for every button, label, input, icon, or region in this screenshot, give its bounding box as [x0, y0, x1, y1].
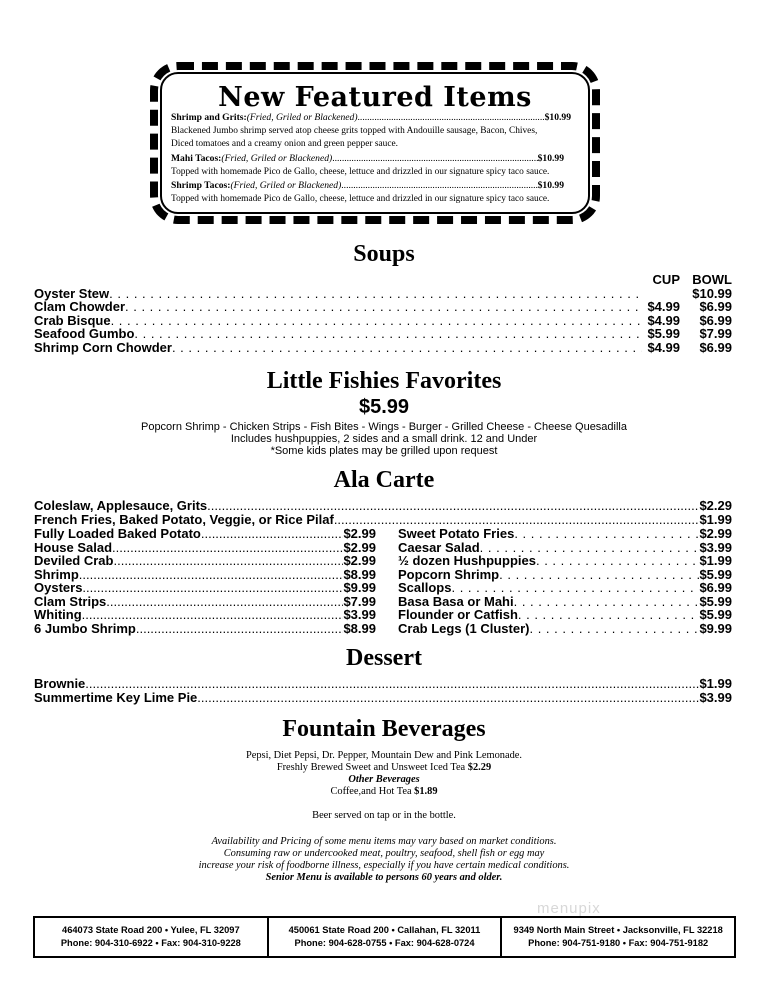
item-price: $1.99 — [699, 677, 732, 691]
leader-dots — [82, 608, 344, 622]
ala-carte-left-row — [34, 608, 376, 622]
item-name: Shrimp — [34, 568, 79, 582]
disclaimer-line: Consuming raw or undercooked meat, poultry, seafood, shell fish or egg may — [223, 848, 545, 859]
item-name: Summertime Key Lime Pie — [34, 691, 198, 705]
soup-cup-price: $4.99 — [647, 300, 680, 314]
dessert-row — [34, 677, 732, 691]
featured-desc-line: Diced tomatoes and a creamy onion and green pepper sauce. — [171, 139, 398, 149]
bowl-header: BOWL — [692, 273, 732, 287]
ala-carte-left-row — [34, 554, 376, 568]
featured-item-desc — [171, 125, 578, 151]
featured-item-desc — [171, 193, 578, 206]
item-name: Caesar Salad — [398, 541, 480, 555]
leader-dots — [125, 300, 642, 314]
locations-footer — [33, 916, 736, 958]
item-price: $9.99 — [343, 581, 376, 595]
item-price: $3.99 — [699, 541, 732, 555]
featured-item-style: (Fried, Griled or Blackened) — [230, 180, 342, 191]
featured-item-name: Shrimp and Grits: — [171, 112, 247, 123]
featured-desc-line: Topped with homemade Pico de Gallo, cheese, lettuce and drizzled in our signature spicy taco sauce. — [171, 194, 550, 204]
leader-dots — [134, 327, 642, 341]
item-name: Flounder or Catfish — [398, 608, 518, 622]
leader-dots — [172, 341, 642, 355]
item-name: Oysters — [34, 581, 83, 595]
soup-cup-price: $4.99 — [647, 314, 680, 328]
kids-includes: Includes hushpuppies, 2 sides and a small drink. 12 and Under — [230, 433, 538, 445]
featured-item-price: $10.99 — [537, 180, 564, 191]
location-callahan — [267, 918, 501, 956]
beverages-title: Fountain Beverages — [282, 716, 486, 742]
cup-header: CUP — [652, 273, 680, 287]
item-name: Popcorn Shrimp — [398, 568, 500, 582]
item-price: $8.99 — [343, 622, 376, 636]
leader-dots — [109, 287, 642, 301]
leader-dots — [451, 581, 699, 595]
featured-item-shrimp-tacos — [171, 180, 564, 191]
coffee-text: Coffee,and Hot Tea — [330, 786, 415, 797]
soup-name: Clam Chowder — [34, 300, 126, 314]
location-phone: Phone: 904-628-0755 • Fax: 904-628-0724 — [294, 938, 475, 948]
item-name: Basa Basa or Mahi — [398, 595, 514, 609]
item-price: $3.99 — [343, 608, 376, 622]
leader-dots — [499, 568, 699, 582]
ala-carte-right-row — [398, 554, 732, 568]
item-price: $1.99 — [699, 513, 732, 527]
soup-bowl-price: $6.99 — [699, 300, 732, 314]
featured-item-name: Mahi Tacos: — [171, 153, 222, 164]
item-price: $2.99 — [699, 527, 732, 541]
ala-carte-left-row — [34, 541, 376, 555]
item-name: Sweet Potato Fries — [398, 527, 515, 541]
ala-carte-title: Ala Carte — [333, 467, 435, 493]
beverages-sodas: Pepsi, Diet Pepsi, Dr. Pepper, Mountain Dew and Pink Lemonade. — [245, 750, 523, 761]
ala-carte-wide-row — [34, 513, 732, 527]
item-name: Whiting — [34, 608, 82, 622]
ala-carte-right-row — [398, 527, 732, 541]
ala-carte-right-row — [398, 541, 732, 555]
ala-carte-right-row — [398, 595, 732, 609]
featured-desc-line: Topped with homemade Pico de Gallo, cheese, lettuce and drizzled in our signature spicy taco sauce. — [171, 167, 550, 177]
soup-name: Crab Bisque — [34, 314, 111, 328]
beer-note: Beer served on tap or in the bottle. — [312, 810, 456, 821]
kids-price: $5.99 — [358, 396, 410, 418]
item-name: ½ dozen Hushpuppies — [398, 554, 536, 568]
featured-item-price: $10.99 — [537, 153, 564, 164]
soup-row — [34, 341, 732, 355]
soup-bowl-price: $10.99 — [692, 287, 732, 301]
item-name: Coleslaw, Applesauce, Grits — [34, 499, 208, 513]
leader-dots — [529, 622, 699, 636]
location-address: 450061 State Road 200 • Callahan, FL 32011 — [288, 925, 481, 935]
leader-dots — [514, 595, 700, 609]
ala-carte-right-row — [398, 581, 732, 595]
beverages-coffee — [0, 786, 768, 798]
kids-items: Popcorn Shrimp - Chicken Strips - Fish Bites - Wings - Burger - Grilled Cheese - Cheese Quesadilla — [140, 421, 627, 433]
item-price: $7.99 — [343, 595, 376, 609]
item-price: $9.99 — [699, 622, 732, 636]
soup-name: Shrimp Corn Chowder — [34, 341, 172, 355]
featured-item-shrimp-grits — [171, 112, 571, 123]
ala-carte-left-row — [34, 568, 376, 582]
leader-dots — [518, 608, 700, 622]
beverages-tea — [0, 762, 768, 774]
item-price: $5.99 — [699, 568, 732, 582]
leader-dots — [197, 691, 699, 705]
leader-dots — [85, 677, 699, 691]
featured-item-name: Shrimp Tacos: — [171, 180, 231, 191]
location-yulee — [35, 918, 267, 956]
ala-carte-left-row — [34, 581, 376, 595]
ala-carte-right-row — [398, 568, 732, 582]
featured-desc-line: Blackened Jumbo shrimp served atop cheese grits topped with Andouille sausage, Bacon, Chives, — [171, 126, 538, 136]
ala-carte-wide-row — [34, 499, 732, 513]
soups-header — [34, 273, 732, 287]
kids-title: Little Fishies Favorites — [266, 368, 502, 394]
featured-item-mahi-tacos — [171, 153, 564, 164]
other-beverages-label: Other Beverages — [348, 774, 420, 785]
ala-carte-left-row — [34, 622, 376, 636]
leader-dots — [113, 554, 343, 568]
soups-title: Soups — [353, 241, 415, 267]
item-price: $5.99 — [699, 595, 732, 609]
location-phone: Phone: 904-310-6922 • Fax: 904-310-9228 — [60, 938, 241, 948]
item-name: French Fries, Baked Potato, Veggie, or Rice Pilaf — [34, 513, 334, 527]
dessert-row — [34, 691, 732, 705]
soup-row — [34, 287, 732, 301]
location-jacksonville — [500, 918, 734, 956]
leader-dots — [106, 595, 343, 609]
item-price: $2.99 — [343, 554, 376, 568]
featured-item-price: $10.99 — [544, 112, 571, 123]
soup-bowl-price: $6.99 — [699, 341, 732, 355]
ala-carte-left-row — [34, 595, 376, 609]
soup-bowl-price: $7.99 — [699, 327, 732, 341]
leader-dots — [207, 499, 699, 513]
item-name: Brownie — [34, 677, 86, 691]
leader-dots — [514, 527, 699, 541]
leader-dots — [79, 568, 344, 582]
soup-name: Seafood Gumbo — [34, 327, 135, 341]
leader-dots — [480, 541, 700, 555]
leader-dots — [111, 314, 642, 328]
disclaimer-line: Availability and Pricing of some menu items may vary based on market conditions. — [211, 836, 557, 847]
item-price: $5.99 — [699, 608, 732, 622]
soup-bowl-price: $6.99 — [699, 314, 732, 328]
item-name: Crab Legs (1 Cluster) — [398, 622, 530, 636]
tea-text: Freshly Brewed Sweet and Unsweet Iced Tea — [276, 762, 468, 773]
ala-carte-left-row — [34, 527, 376, 541]
item-name: Clam Strips — [34, 595, 107, 609]
item-name: Deviled Crab — [34, 554, 114, 568]
featured-item-desc — [171, 166, 578, 179]
item-price: $6.99 — [699, 581, 732, 595]
leader-dots — [334, 513, 700, 527]
leader-dots — [112, 541, 343, 555]
dessert-title: Dessert — [346, 645, 422, 671]
soup-cup-price: $4.99 — [647, 341, 680, 355]
coffee-price: $1.89 — [414, 786, 438, 797]
soup-row — [34, 314, 732, 328]
senior-menu-note: Senior Menu is available to persons 60 years and older. — [265, 872, 503, 883]
soup-cup-price: $5.99 — [647, 327, 680, 341]
disclaimer-line: increase your risk of foodborne illness, especially if you have certain medical conditions. — [198, 860, 570, 871]
tea-price: $2.29 — [467, 762, 492, 773]
item-price: $8.99 — [343, 568, 376, 582]
item-price: $3.99 — [699, 691, 732, 705]
leader-dots — [136, 622, 344, 636]
soup-row — [34, 300, 732, 314]
item-name: 6 Jumbo Shrimp — [34, 622, 136, 636]
soup-row — [34, 327, 732, 341]
item-price: $2.99 — [343, 541, 376, 555]
item-price: $2.29 — [699, 499, 732, 513]
kids-note: *Some kids plates may be grilled upon request — [270, 445, 498, 457]
location-address: 9349 North Main Street • Jacksonville, FL 32218 — [513, 925, 723, 935]
ala-carte-right-row — [398, 622, 732, 636]
ala-carte-right-row — [398, 608, 732, 622]
item-name: Fully Loaded Baked Potato — [34, 527, 201, 541]
item-name: Scallops — [398, 581, 452, 595]
item-price: $2.99 — [343, 527, 376, 541]
featured-item-style: (Fried, Griled or Blackened) — [246, 112, 358, 123]
leader-dots — [201, 527, 344, 541]
location-address: 464073 State Road 200 • Yulee, FL 32097 — [62, 925, 240, 935]
featured-title: New Featured Items — [218, 82, 532, 113]
soup-name: Oyster Stew — [34, 287, 110, 301]
location-phone: Phone: 904-751-9180 • Fax: 904-751-9182 — [528, 938, 709, 948]
item-price: $1.99 — [699, 554, 732, 568]
featured-item-style: (Fried, Griled or Blackened) — [221, 153, 333, 164]
leader-dots — [82, 581, 343, 595]
watermark: menupix — [537, 900, 601, 917]
leader-dots — [536, 554, 699, 568]
item-name: House Salad — [34, 541, 113, 555]
